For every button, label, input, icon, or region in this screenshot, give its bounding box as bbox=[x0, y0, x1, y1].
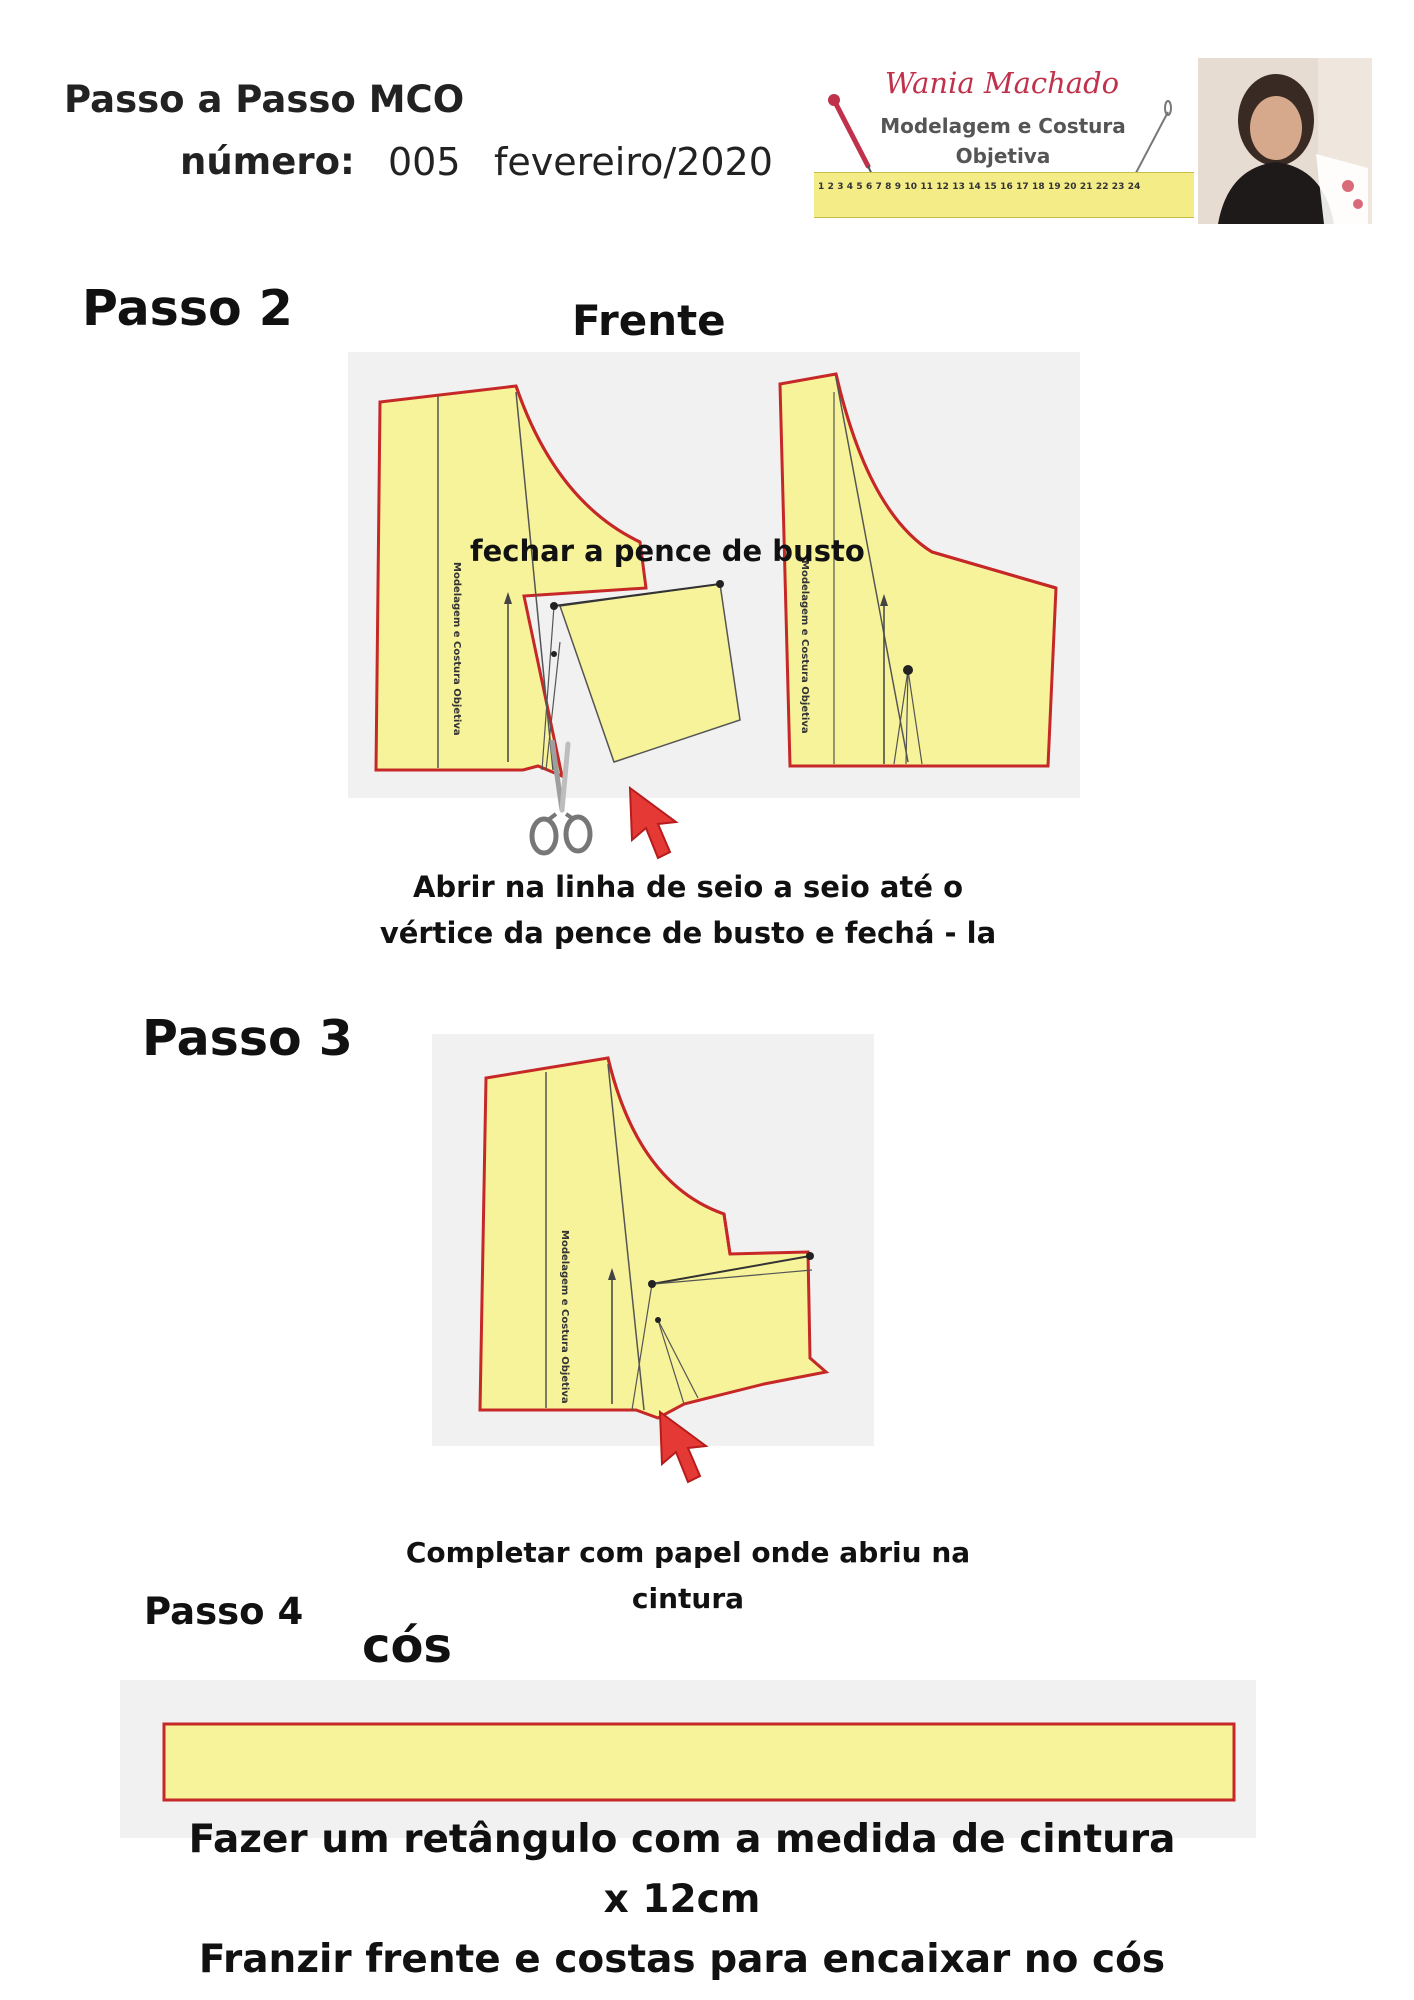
step-2-heading: Passo 2 bbox=[82, 280, 293, 337]
author-photo bbox=[1198, 58, 1372, 224]
brand-tagline-2: Objetiva bbox=[955, 144, 1051, 168]
pointer-arrow-icon bbox=[626, 786, 682, 862]
step-3-heading: Passo 3 bbox=[142, 1010, 353, 1067]
step-4-caption-line-2: x 12cm bbox=[603, 1877, 761, 1922]
measuring-tape-numbers: 1 2 3 4 5 6 7 8 9 10 11 12 13 14 15 16 17 18 19 20 21 22 23 24 bbox=[818, 182, 1141, 192]
step-2-caption-line-1: Abrir na linha de seio a seio até o bbox=[412, 870, 964, 904]
brand-name: Wania Machado bbox=[884, 66, 1120, 100]
step-3-pattern-panel bbox=[432, 1034, 874, 1446]
step-3-caption bbox=[188, 1530, 1188, 1622]
step-3-caption-line-1: Completar com papel onde abriu na bbox=[405, 1536, 971, 1569]
scissors-icon bbox=[522, 740, 598, 860]
step-3-caption-line-2: cintura bbox=[631, 1582, 745, 1615]
step-2-caption bbox=[188, 864, 1188, 956]
step-4-caption-line-1: Fazer um retângulo com a medida de cintura bbox=[188, 1817, 1176, 1862]
measuring-tape bbox=[814, 172, 1194, 218]
front-label: Frente bbox=[572, 296, 726, 345]
issue-date: fevereiro/2020 bbox=[494, 140, 773, 184]
issue-number-value: 005 bbox=[388, 140, 461, 184]
document-title: Passo a Passo MCO bbox=[64, 78, 465, 121]
step-2-pattern-watermark-left: Modelagem e Costura Objetiva bbox=[451, 562, 462, 736]
step-4-heading: Passo 4 bbox=[144, 1590, 304, 1633]
step-2-caption-line-2: vértice da pence de busto e fechá - la bbox=[379, 916, 997, 950]
step-3-pattern-watermark: Modelagem e Costura Objetiva bbox=[559, 1230, 570, 1404]
step-2-pattern-watermark-right: Modelagem e Costura Objetiva bbox=[799, 560, 810, 734]
waistband-label: cós bbox=[362, 1618, 452, 1674]
step-4-caption bbox=[88, 1810, 1276, 1990]
pointer-arrow-icon bbox=[656, 1410, 712, 1486]
issue-number-label: número: bbox=[180, 140, 355, 183]
close-bust-dart-label: fechar a pence de busto bbox=[470, 534, 865, 568]
brand-tagline-1: Modelagem e Costura bbox=[880, 114, 1126, 138]
step-4-caption-line-3: Franzir frente e costas para encaixar no cós bbox=[198, 1937, 1166, 1982]
step-2-pattern-panel bbox=[348, 352, 1080, 798]
